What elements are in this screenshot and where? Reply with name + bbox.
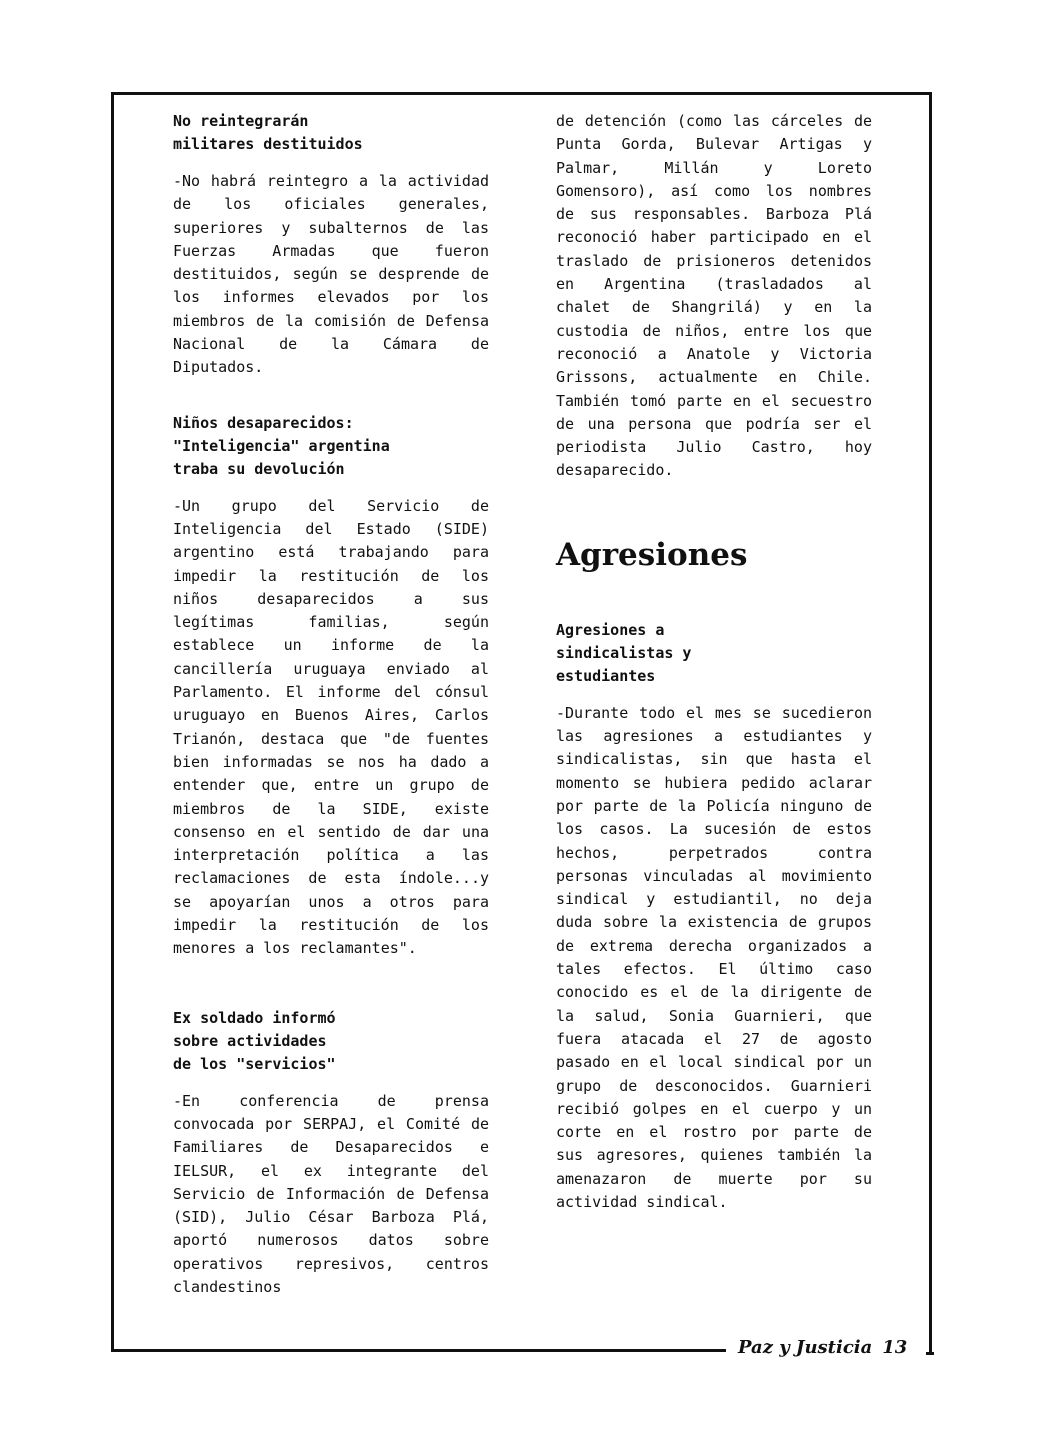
article-heading: Agresiones a sindicalistas y estudiantes — [556, 620, 692, 685]
bottom-rule — [111, 1349, 726, 1352]
article-body: -En conferencia de prensa convocada por SERPAJ, el Comité de Familiares de Desaparecidos e IELSUR, el ex integrante del Servicio de Información de Defensa (SID), Julio César Barboza Plá, aportó numerosos datos sobre operativos represivos, centros clandestinos — [173, 1091, 489, 1296]
bottom-rule-end — [926, 1338, 934, 1355]
article-ninos-desaparecidos — [173, 412, 489, 961]
article-agresiones — [556, 619, 872, 1215]
page-footer — [738, 1337, 907, 1358]
article-body: -Durante todo el mes se sucedieron las agresiones a estudiantes y sindicalistas, sin que hasta el momento se hubiera pedido aclarar por parte de la Policía ninguno de los casos. La sucesión de estos hechos, perpetrados contra personas vinculadas al movimiento sindical y estudiantil, no deja duda sobre la existencia de grupos de extrema derecha organizados a tales efectos. El último caso conocido es el de la dirigente de la salud, Sonia Guarnieri, que fuera atacada el 27 de agosto pasado en el local sindical por un grupo de desconocidos. Guarnieri recibió golpes en el cuerpo y un corte en el rostro por parte de sus agresores, quienes también la amenazaron de muerte por su actividad sindical. — [556, 703, 872, 1211]
article-ex-soldado — [173, 1007, 489, 1300]
right-column — [556, 110, 872, 1214]
article-no-reintegraran — [173, 110, 489, 380]
section-title: Agresiones — [556, 536, 748, 573]
article-body: -No habrá reintegro a la actividad de los oficiales generales, superiores y subalternos de las Fuerzas Armadas que fueron destituidos, según se desprende de los informes elevados por los miembros de la comisión de Defensa Nacional de la Cámara de Diputados. — [173, 172, 489, 377]
page-number: 13 — [882, 1337, 908, 1358]
article-body: -Un grupo del Servicio de Inteligencia del Estado (SIDE) argentino está trabajando para impedir la restitución de los niños desaparecidos a sus legítimas familias, según establece un informe de la cancillería uruguaya enviado al Parlamento. El informe del cónsul uruguayo en Buenos Aires, Carlos Trianón, destaca que "de fuentes bien informadas se nos ha dado a entender que, entre un grupo de miembros de la SIDE, existe consenso en el sentido de dar una interpretación política a las reclamaciones de esta índole...y se apoyarían unos a otros para impedir la restitución de los menores a los reclamantes". — [173, 496, 489, 958]
publication-name: Paz y Justicia — [738, 1337, 873, 1358]
left-column — [173, 110, 489, 1299]
article-heading: Niños desaparecidos: "Inteligencia" argentina traba su devolución — [173, 413, 390, 478]
article-heading: No reintegrarán militares destituidos — [173, 112, 363, 153]
article-continuation: de detención (como las cárceles de Punta Gorda, Bulevar Artigas y Palmar, Millán y Loreto Gomensoro), así como los nombres de sus responsables. Barboza Plá reconoció haber participado en el traslado de prisioneros detenidos en Argentina (trasladados al chalet de Shangrilá) y en la custodia de niños, entre los que reconoció a Anatole y Victoria Grissons, actualmente en Chile. También tomó parte en el secuestro de una persona que podría ser el periodista Julio Castro, hoy desaparecido. — [556, 112, 872, 480]
article-heading: Ex soldado informó sobre actividades de los "servicios" — [173, 1008, 336, 1073]
